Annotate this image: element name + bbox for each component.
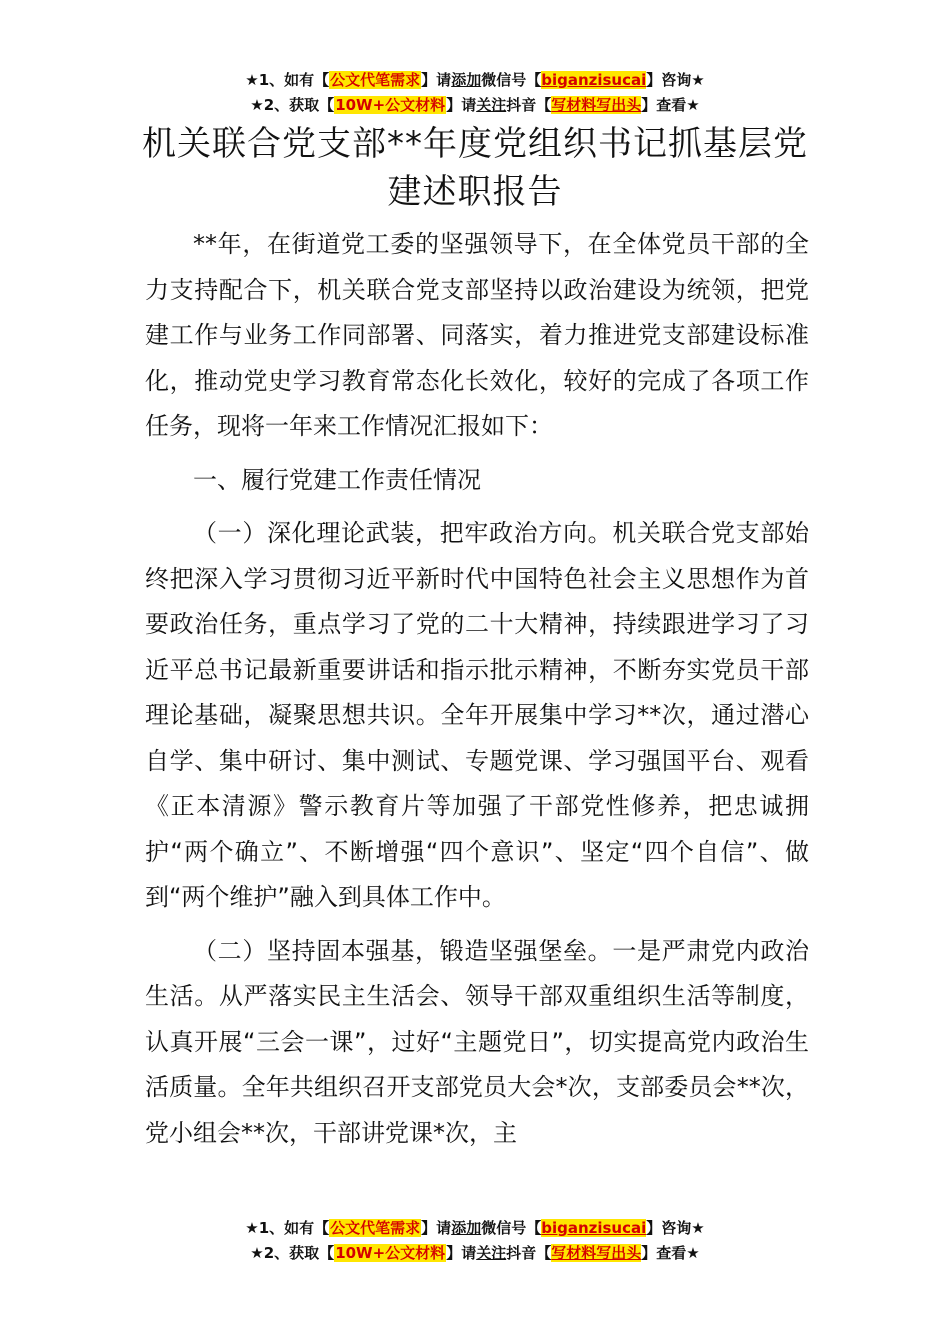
intro-paragraph: **年，在街道党工委的坚强领导下，在全体党员干部的全力支持配合下，机关联合党支部坚持以政治建设为统领，把党建工作与业务工作同部署、同落实，着力推进党支部建设标准化，推动党史学习教育常态化长效化，较好的完成了各项工作任务，现将一年来工作情况汇报如下： bbox=[145, 230, 809, 440]
title-line-2: 建述职报告 bbox=[387, 172, 563, 212]
document-title bbox=[140, 120, 810, 216]
promo-line-1 bbox=[0, 1216, 950, 1241]
promo-text: 】请 bbox=[446, 1244, 477, 1262]
promo-text: 】请 bbox=[446, 96, 477, 114]
promo-highlight: 10W+公文材料 bbox=[335, 1244, 446, 1262]
promo-text: 抖音【 bbox=[506, 1244, 552, 1262]
promo-text: 】请 bbox=[421, 1219, 452, 1237]
promo-wechat-id: biganzisucai bbox=[541, 1219, 647, 1237]
promo-underline: 添加 bbox=[451, 1219, 482, 1237]
promo-text: ★1、如有【 bbox=[245, 1219, 330, 1237]
header-promo bbox=[0, 68, 950, 118]
section-heading: 一、履行党建工作责任情况 bbox=[193, 465, 481, 494]
body-paragraph: （二）坚持固本强基，锻造坚强堡垒。一是严肃党内政治生活。从严落实民主生活会、领导干部双重组织生活等制度，认真开展“三会一课”，过好“主题党日”，切实提高党内政治生活质量。全年共组织召开支部党员大会*次，支部委员会**次，党小组会**次，干部讲党课*次，主 bbox=[145, 936, 809, 1147]
body-paragraph: （一）深化理论武装，把牢政治方向。机关联合党支部始终把深入学习贯彻习近平新时代中国特色社会主义思想作为首要政治任务，重点学习了党的二十大精神，持续跟进学习了习近平总书记最新重要讲话和指示批示精神，不断夯实党员干部理论基础，凝聚思想共识。全年开展集中学习**次，通过潜心自学、集中研讨、集中测试、专题党课、学习强国平台、观看《正本清源》警示教育片等加强了干部党性修养，把忠诚拥护“两个确立”、不断增强“四个意识”、坚定“四个自信”、做到“两个维护”融入到具体工作中。 bbox=[145, 519, 809, 911]
promo-highlight: 公文代笔需求 bbox=[330, 71, 421, 89]
footer-promo bbox=[0, 1216, 950, 1266]
promo-text: 抖音【 bbox=[506, 96, 552, 114]
promo-text: 】咨询★ bbox=[646, 71, 705, 89]
promo-underline: 关注 bbox=[476, 96, 507, 114]
promo-underline: 关注 bbox=[476, 1244, 507, 1262]
promo-highlight: 10W+公文材料 bbox=[335, 96, 446, 114]
promo-text: 】查看★ bbox=[641, 96, 700, 114]
promo-line-2 bbox=[0, 93, 950, 118]
promo-text: 】咨询★ bbox=[646, 1219, 705, 1237]
promo-text: ★2、获取【 bbox=[250, 96, 335, 114]
promo-text: 微信号【 bbox=[481, 1219, 542, 1237]
promo-text: 】请 bbox=[421, 71, 452, 89]
promo-text: 】查看★ bbox=[641, 1244, 700, 1262]
promo-line-2 bbox=[0, 1241, 950, 1266]
promo-text: 微信号【 bbox=[481, 71, 542, 89]
promo-text: ★2、获取【 bbox=[250, 1244, 335, 1262]
promo-text: ★1、如有【 bbox=[245, 71, 330, 89]
promo-douyin-id: 写材料写出头 bbox=[551, 1244, 642, 1262]
promo-underline: 添加 bbox=[451, 71, 482, 89]
promo-wechat-id: biganzisucai bbox=[541, 71, 647, 89]
promo-douyin-id: 写材料写出头 bbox=[551, 96, 642, 114]
title-line-1: 机关联合党支部**年度党组织书记抓基层党 bbox=[142, 124, 808, 164]
promo-highlight: 公文代笔需求 bbox=[330, 1219, 421, 1237]
promo-line-1 bbox=[0, 68, 950, 93]
document-body bbox=[145, 222, 809, 1164]
